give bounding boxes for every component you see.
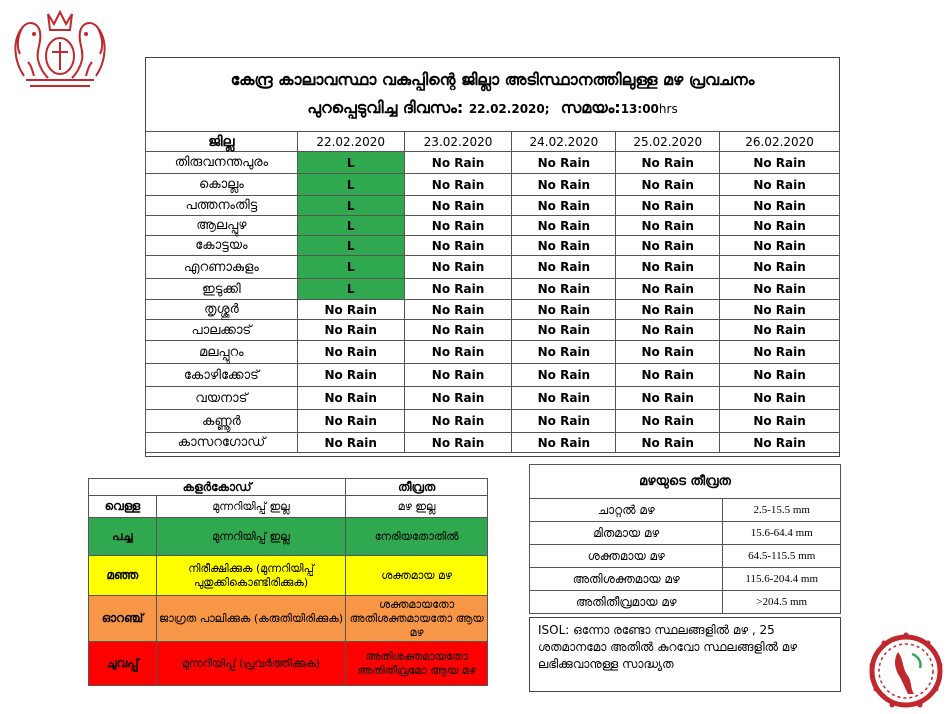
- forecast-cell: No Rain: [616, 174, 720, 196]
- forecast-row: [146, 152, 840, 174]
- forecast-cell: No Rain: [297, 341, 404, 364]
- color-label: ചുവപ്പ്: [89, 642, 157, 686]
- district-name: മലപ്പുറം: [146, 341, 298, 364]
- district-name: എറണാകുളം: [146, 256, 298, 279]
- forecast-cell: No Rain: [512, 152, 616, 174]
- forecast-row: [146, 320, 840, 341]
- forecast-cell: No Rain: [512, 216, 616, 236]
- forecast-cell: No Rain: [297, 300, 404, 320]
- time-unit: hrs: [658, 102, 678, 116]
- forecast-row: [146, 216, 840, 236]
- forecast-row: [146, 433, 840, 453]
- color-code-row: [89, 556, 488, 596]
- forecast-cell: No Rain: [720, 410, 840, 433]
- forecast-cell: No Rain: [616, 300, 720, 320]
- forecast-cell: No Rain: [512, 256, 616, 279]
- district-name: തിരുവനന്തപുരം: [146, 152, 298, 174]
- color-code-row: [89, 496, 488, 518]
- forecast-row: [146, 341, 840, 364]
- rain-intensity-table: [529, 464, 841, 614]
- intensity-range: 64.5-115.5 mm: [723, 545, 841, 568]
- date-column-header: 22.02.2020: [297, 132, 404, 152]
- forecast-cell: No Rain: [720, 364, 840, 387]
- district-name: പാലക്കാട്: [146, 320, 298, 341]
- district-name: പത്തനംതിട്ട: [146, 196, 298, 216]
- forecast-row: [146, 364, 840, 387]
- intensity-title-row: [530, 465, 841, 499]
- forecast-title-block: [146, 58, 839, 130]
- district-name: തൃശ്ശൂർ: [146, 300, 298, 320]
- forecast-row: [146, 256, 840, 279]
- forecast-cell: No Rain: [512, 174, 616, 196]
- color-code-row: [89, 642, 488, 686]
- forecast-cell: No Rain: [512, 410, 616, 433]
- time-value: 13:00: [620, 102, 659, 116]
- forecast-cell: No Rain: [512, 236, 616, 256]
- forecast-cell: No Rain: [512, 341, 616, 364]
- color-code-row: [89, 596, 488, 642]
- district-name: കാസറഗോഡ്: [146, 433, 298, 453]
- forecast-cell: No Rain: [512, 364, 616, 387]
- forecast-cell: No Rain: [616, 152, 720, 174]
- forecast-cell: No Rain: [404, 279, 512, 300]
- forecast-cell: No Rain: [404, 341, 512, 364]
- color-code-header-row: [89, 479, 488, 496]
- color-label: പച്ച: [89, 518, 157, 556]
- forecast-cell: L: [297, 152, 404, 174]
- intensity-label: അതിതീവ്രമായ മഴ: [530, 591, 723, 614]
- forecast-cell: No Rain: [404, 387, 512, 410]
- district-name: കൊല്ലം: [146, 174, 298, 196]
- date-column-header: 23.02.2020: [404, 132, 512, 152]
- forecast-cell: No Rain: [404, 236, 512, 256]
- forecast-cell: No Rain: [720, 236, 840, 256]
- district-name: ആലപ്പുഴ: [146, 216, 298, 236]
- color-severity: ശക്തമായതോ അതിശക്തമായതോ ആയ മഴ: [346, 596, 488, 642]
- forecast-cell: No Rain: [616, 410, 720, 433]
- isol-note: ISOL: ഒന്നോ രണ്ടോ സ്ഥലങ്ങളിൽ മഴ , 25 ശതമാനമോ അതിൽ കുറവോ സ്ഥലങ്ങളിൽ മഴ ലഭിക്കുവാനുള്ള സാദ്ധ്യത: [529, 617, 841, 692]
- forecast-cell: No Rain: [616, 341, 720, 364]
- forecast-cell: No Rain: [720, 152, 840, 174]
- ksdma-logo-icon: [868, 632, 944, 710]
- forecast-cell: No Rain: [404, 152, 512, 174]
- color-code-table: [88, 478, 488, 686]
- date-column-header: 25.02.2020: [616, 132, 720, 152]
- forecast-cell: No Rain: [720, 256, 840, 279]
- color-code-row: [89, 518, 488, 556]
- forecast-row: [146, 300, 840, 320]
- forecast-cell: No Rain: [720, 433, 840, 453]
- forecast-cell: No Rain: [404, 300, 512, 320]
- issued-line: [146, 98, 839, 118]
- forecast-cell: No Rain: [512, 300, 616, 320]
- district-name: കണ്ണൂർ: [146, 410, 298, 433]
- forecast-cell: No Rain: [616, 320, 720, 341]
- forecast-cell: No Rain: [616, 216, 720, 236]
- district-name: കോഴിക്കോട്: [146, 364, 298, 387]
- forecast-cell: L: [297, 279, 404, 300]
- color-meaning: മുന്നറിയിപ്പ് (പ്രവർത്തിക്കുക): [156, 642, 345, 686]
- forecast-cell: No Rain: [297, 320, 404, 341]
- color-label: വെള്ള: [89, 496, 157, 518]
- forecast-cell: No Rain: [720, 320, 840, 341]
- forecast-cell: No Rain: [512, 433, 616, 453]
- forecast-cell: L: [297, 196, 404, 216]
- intensity-range: 15.6-64.4 mm: [723, 522, 841, 545]
- forecast-cell: No Rain: [404, 410, 512, 433]
- forecast-cell: No Rain: [616, 387, 720, 410]
- intensity-title: മഴയുടെ തീവ്രത: [530, 465, 841, 499]
- district-name: വയനാട്: [146, 387, 298, 410]
- color-severity: അതിശക്തമായതോ അതിതീവ്രമോ ആയ മഴ: [346, 642, 488, 686]
- color-label: മഞ്ഞ: [89, 556, 157, 596]
- forecast-row: [146, 387, 840, 410]
- forecast-cell: No Rain: [720, 341, 840, 364]
- severity-header: തീവ്രത: [346, 479, 488, 496]
- color-code-header: കളർകോഡ്: [89, 479, 346, 496]
- forecast-table: [145, 131, 840, 453]
- forecast-row: [146, 236, 840, 256]
- intensity-label: ശക്തമായ മഴ: [530, 545, 723, 568]
- color-severity: നേരിയതോതിൽ: [346, 518, 488, 556]
- forecast-cell: No Rain: [616, 279, 720, 300]
- color-meaning: ജാഗ്രത പാലിക്കുക (കരുതിയിരിക്കുക): [156, 596, 345, 642]
- forecast-cell: No Rain: [404, 320, 512, 341]
- intensity-label: മിതമായ മഴ: [530, 522, 723, 545]
- color-meaning: നിരീക്ഷിക്കുക (മുന്നറിയിപ്പ് പുതുക്കികൊണ്ടിരിക്കുക): [156, 556, 345, 596]
- forecast-cell: No Rain: [404, 216, 512, 236]
- intensity-row: [530, 591, 841, 614]
- forecast-cell: L: [297, 174, 404, 196]
- kerala-emblem-icon: [4, 6, 116, 94]
- forecast-cell: L: [297, 216, 404, 236]
- forecast-cell: No Rain: [512, 387, 616, 410]
- color-severity: മഴ ഇല്ല: [346, 496, 488, 518]
- intensity-range: 2.5-15.5 mm: [723, 499, 841, 522]
- forecast-cell: No Rain: [616, 236, 720, 256]
- time-label: സമയം:: [560, 98, 621, 117]
- forecast-cell: No Rain: [297, 387, 404, 410]
- district-name: കോട്ടയം: [146, 236, 298, 256]
- forecast-cell: L: [297, 236, 404, 256]
- forecast-row: [146, 410, 840, 433]
- forecast-cell: No Rain: [297, 364, 404, 387]
- forecast-cell: No Rain: [720, 196, 840, 216]
- forecast-cell: No Rain: [720, 300, 840, 320]
- forecast-row: [146, 174, 840, 196]
- intensity-range: 115.6-204.4 mm: [723, 568, 841, 591]
- forecast-cell: No Rain: [297, 410, 404, 433]
- color-meaning: മുന്നറിയിപ്പ് ഇല്ല: [156, 518, 345, 556]
- issued-date: 22.02.2020;: [468, 102, 550, 116]
- forecast-cell: No Rain: [720, 174, 840, 196]
- date-column-header: 24.02.2020: [512, 132, 616, 152]
- forecast-row: [146, 196, 840, 216]
- forecast-cell: No Rain: [616, 364, 720, 387]
- forecast-cell: No Rain: [404, 196, 512, 216]
- date-column-header: 26.02.2020: [720, 132, 840, 152]
- forecast-cell: L: [297, 256, 404, 279]
- intensity-row: [530, 522, 841, 545]
- forecast-cell: No Rain: [297, 433, 404, 453]
- intensity-row: [530, 499, 841, 522]
- intensity-range: >204.5 mm: [723, 591, 841, 614]
- forecast-cell: No Rain: [404, 256, 512, 279]
- color-label: ഓറഞ്ച്: [89, 596, 157, 642]
- forecast-cell: No Rain: [720, 216, 840, 236]
- forecast-cell: No Rain: [404, 174, 512, 196]
- forecast-cell: No Rain: [616, 256, 720, 279]
- intensity-label: ചാറ്റൽ മഴ: [530, 499, 723, 522]
- forecast-cell: No Rain: [512, 320, 616, 341]
- forecast-cell: No Rain: [720, 387, 840, 410]
- district-name: ഇടുക്കി: [146, 279, 298, 300]
- forecast-cell: No Rain: [616, 196, 720, 216]
- district-column-header: ജില്ല: [146, 132, 298, 152]
- color-severity: ശക്തമായ മഴ: [346, 556, 488, 596]
- intensity-label: അതിശക്തമായ മഴ: [530, 568, 723, 591]
- forecast-row: [146, 279, 840, 300]
- page-title: കേന്ദ്ര കാലാവസ്ഥാ വകുപ്പിന്റെ ജില്ലാ അടിസ്ഥാനത്തിലുള്ള മഴ പ്രവചനം: [230, 70, 755, 89]
- intensity-row: [530, 545, 841, 568]
- color-meaning: മുന്നറിയിപ്പ് ഇല്ല: [156, 496, 345, 518]
- forecast-cell: No Rain: [616, 433, 720, 453]
- forecast-cell: No Rain: [404, 364, 512, 387]
- forecast-cell: No Rain: [512, 196, 616, 216]
- forecast-cell: No Rain: [404, 433, 512, 453]
- intensity-row: [530, 568, 841, 591]
- forecast-cell: No Rain: [720, 279, 840, 300]
- issued-label: പുറപ്പെടുവിച്ച ദിവസം:: [307, 98, 464, 117]
- forecast-header-row: [146, 132, 840, 152]
- forecast-cell: No Rain: [512, 279, 616, 300]
